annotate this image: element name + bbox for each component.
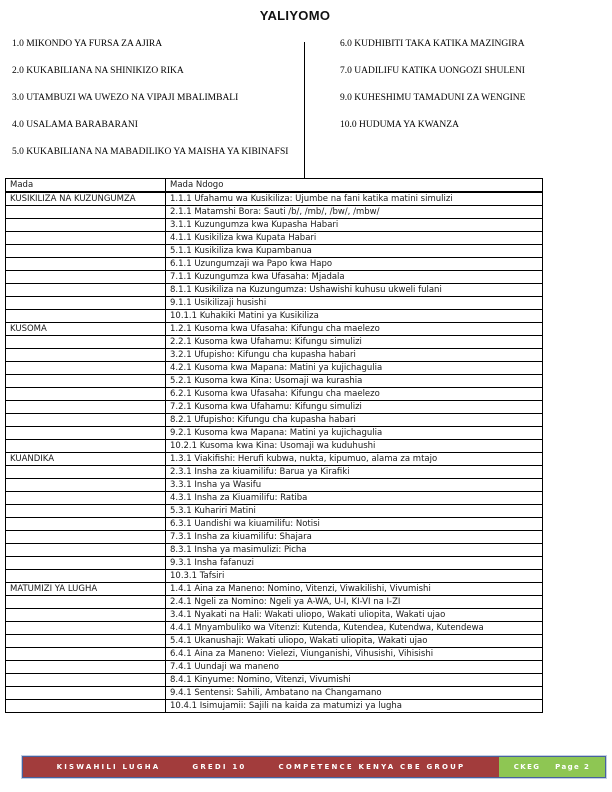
mada-cell xyxy=(6,349,166,362)
table-row xyxy=(6,401,543,414)
page-number-label: Page 2 xyxy=(555,763,591,771)
table-row xyxy=(6,635,543,648)
mada-ndogo-cell: 3.1.1 Kuzungumza kwa Kupasha Habari xyxy=(166,219,543,232)
mada-cell xyxy=(6,492,166,505)
mada-ndogo-cell: 8.4.1 Kinyume: Nomino, Vitenzi, Vivumishi xyxy=(166,674,543,687)
mada-ndogo-cell: 7.2.1 Kusoma kwa Ufahamu: Kifungu simulizi xyxy=(166,401,543,414)
mada-ndogo-cell: 2.4.1 Ngeli za Nomino: Ngeli ya A-WA, U-I, KI-VI na I-ZI xyxy=(166,596,543,609)
table-row xyxy=(6,258,543,271)
mada-ndogo-cell: 1.1.1 Ufahamu wa Kusikiliza: Ujumbe na fani katika matini simulizi xyxy=(166,192,543,206)
contents-list-item: 1.0 MIKONDO YA FURSA ZA AJIRA xyxy=(12,39,163,49)
mada-cell xyxy=(6,427,166,440)
mada-cell xyxy=(6,336,166,349)
mada-cell xyxy=(6,700,166,713)
mada-cell xyxy=(6,414,166,427)
mada-ndogo-cell: 8.3.1 Insha ya masimulizi: Picha xyxy=(166,544,543,557)
table-row xyxy=(6,531,543,544)
mada-cell xyxy=(6,674,166,687)
table-row xyxy=(6,414,543,427)
contents-list-left-column xyxy=(12,38,300,173)
mada-cell xyxy=(6,375,166,388)
table-row xyxy=(6,362,543,375)
table-row xyxy=(6,661,543,674)
table-row xyxy=(6,453,543,466)
column-divider-line xyxy=(304,42,305,178)
mada-cell xyxy=(6,570,166,583)
mada-cell xyxy=(6,466,166,479)
footer-bar xyxy=(23,757,499,777)
mada-ndogo-cell: 3.2.1 Ufupisho: Kifungu cha kupasha habari xyxy=(166,349,543,362)
mada-ndogo-cell: 5.4.1 Ukanushaji: Wakati uliopo, Wakati uliopita, Wakati ujao xyxy=(166,635,543,648)
table-header-row xyxy=(6,179,543,193)
table-row xyxy=(6,609,543,622)
mada-cell xyxy=(6,206,166,219)
contents-list xyxy=(0,38,612,178)
mada-cell xyxy=(6,479,166,492)
contents-list-item: 7.0 UADILIFU KATIKA UONGOZI SHULENI xyxy=(340,66,525,76)
mada-cell xyxy=(6,544,166,557)
contents-list-right-column xyxy=(340,38,602,146)
table-row xyxy=(6,284,543,297)
mada-cell xyxy=(6,609,166,622)
mada-ndogo-cell: 1.2.1 Kusoma kwa Ufasaha: Kifungu cha maelezo xyxy=(166,323,543,336)
contents-list-item: 3.0 UTAMBUZI WA UWEZO NA VIPAJI MBALIMBALI xyxy=(12,93,239,103)
mada-cell xyxy=(6,518,166,531)
mada-ndogo-cell: 10.2.1 Kusoma kwa Kina: Usomaji wa kuduhushi xyxy=(166,440,543,453)
mada-ndogo-cell: 7.3.1 Insha za kiuamilifu: Shajara xyxy=(166,531,543,544)
mada-ndogo-cell: 2.2.1 Kusoma kwa Ufahamu: Kifungu simulizi xyxy=(166,336,543,349)
mada-cell xyxy=(6,401,166,414)
table-row xyxy=(6,700,543,713)
table-row xyxy=(6,271,543,284)
table-row xyxy=(6,583,543,596)
table-row xyxy=(6,648,543,661)
table-row xyxy=(6,687,543,700)
footer-text-segment: GREDI 10 xyxy=(192,763,247,771)
table-row xyxy=(6,192,543,206)
table-row xyxy=(6,232,543,245)
table-row xyxy=(6,427,543,440)
table-row xyxy=(6,310,543,323)
mada-cell xyxy=(6,635,166,648)
table-row xyxy=(6,479,543,492)
table-row xyxy=(6,440,543,453)
mada-cell: KUSOMA xyxy=(6,323,166,336)
mada-cell: KUSIKILIZA NA KUZUNGUMZA xyxy=(6,192,166,206)
mada-ndogo-cell: 4.3.1 Insha za Kiuamilifu: Ratiba xyxy=(166,492,543,505)
mada-ndogo-cell: 4.1.1 Kusikiliza kwa Kupata Habari xyxy=(166,232,543,245)
mada-cell xyxy=(6,661,166,674)
table-row xyxy=(6,388,543,401)
mada-ndogo-cell: 9.3.1 Insha fafanuzi xyxy=(166,557,543,570)
mada-ndogo-cell: 8.2.1 Ufupisho: Kifungu cha kupasha habari xyxy=(166,414,543,427)
mada-ndogo-cell: 9.2.1 Kusoma kwa Mapana: Matini ya kujichagulia xyxy=(166,427,543,440)
mada-ndogo-cell: 5.3.1 Kuhariri Matini xyxy=(166,505,543,518)
contents-table xyxy=(5,178,543,713)
mada-cell xyxy=(6,232,166,245)
mada-cell xyxy=(6,440,166,453)
table-row xyxy=(6,245,543,258)
mada-cell xyxy=(6,245,166,258)
table-row xyxy=(6,570,543,583)
mada-ndogo-cell: 6.1.1 Uzungumzaji wa Papo kwa Hapo xyxy=(166,258,543,271)
table-row xyxy=(6,336,543,349)
mada-cell xyxy=(6,297,166,310)
contents-list-item: 5.0 KUKABILIANA NA MABADILIKO YA MAISHA YA KIBINAFSI xyxy=(12,147,289,157)
contents-table-body xyxy=(6,192,543,713)
mada-ndogo-cell: 7.4.1 Uundaji wa maneno xyxy=(166,661,543,674)
table-row xyxy=(6,622,543,635)
table-row xyxy=(6,297,543,310)
mada-ndogo-cell: 6.4.1 Aina za Maneno: Vielezi, Viunganishi, Vihusishi, Vihisishi xyxy=(166,648,543,661)
table-row xyxy=(6,466,543,479)
contents-list-item: 9.0 KUHESHIMU TAMADUNI ZA WENGINE xyxy=(340,93,526,103)
mada-cell xyxy=(6,557,166,570)
mada-ndogo-cell: 10.3.1 Tafsiri xyxy=(166,570,543,583)
mada-cell xyxy=(6,388,166,401)
contents-list-item: 4.0 USALAMA BARABARANI xyxy=(12,120,138,130)
mada-ndogo-cell: 2.1.1 Matamshi Bora: Sauti /b/, /mb/, /bw/, /mbw/ xyxy=(166,206,543,219)
mada-cell xyxy=(6,596,166,609)
table-row xyxy=(6,349,543,362)
table-row xyxy=(6,518,543,531)
table-row xyxy=(6,544,543,557)
mada-cell xyxy=(6,362,166,375)
mada-cell: KUANDIKA xyxy=(6,453,166,466)
mada-ndogo-cell: 6.2.1 Kusoma kwa Ufasaha: Kifungu cha maelezo xyxy=(166,388,543,401)
mada-cell xyxy=(6,531,166,544)
mada-ndogo-cell: 5.2.1 Kusoma kwa Kina: Usomaji wa kurashia xyxy=(166,375,543,388)
mada-ndogo-cell: 2.3.1 Insha za kiuamilifu: Barua ya Kirafiki xyxy=(166,466,543,479)
footer-text-segment: KISWAHILI LUGHA xyxy=(56,763,161,771)
table-row xyxy=(6,323,543,336)
page-title: YALIYOMO xyxy=(259,8,331,23)
footer-text-segment: COMPETENCE KENYA CBE GROUP xyxy=(278,763,466,771)
mada-ndogo-cell: 1.3.1 Viakifishi: Herufi kubwa, nukta, kipumuo, alama za mtajo xyxy=(166,453,543,466)
mada-cell xyxy=(6,622,166,635)
contents-table-wrap xyxy=(5,178,543,713)
contents-list-item: 10.0 HUDUMA YA KWANZA xyxy=(340,120,459,130)
mada-ndogo-column-header: Mada Ndogo xyxy=(166,179,543,193)
mada-ndogo-cell: 1.4.1 Aina za Maneno: Nomino, Vitenzi, Viwakilishi, Vivumishi xyxy=(166,583,543,596)
mada-ndogo-cell: 9.4.1 Sentensi: Sahili, Ambatano na Changamano xyxy=(166,687,543,700)
mada-ndogo-cell: 8.1.1 Kusikiliza na Kuzungumza: Ushawishi kuhusu ukweli fulani xyxy=(166,284,543,297)
table-row xyxy=(6,557,543,570)
contents-list-item: 6.0 KUDHIBITI TAKA KATIKA MAZINGIRA xyxy=(340,39,525,49)
mada-ndogo-cell: 4.2.1 Kusoma kwa Mapana: Matini ya kujichagulia xyxy=(166,362,543,375)
mada-ndogo-cell: 10.4.1 Isimujamii: Sajili na kaida za matumizi ya lugha xyxy=(166,700,543,713)
mada-cell xyxy=(6,258,166,271)
mada-cell xyxy=(6,310,166,323)
table-row xyxy=(6,375,543,388)
mada-ndogo-cell: 7.1.1 Kuzungumza kwa Ufasaha: Mjadala xyxy=(166,271,543,284)
mada-cell xyxy=(6,687,166,700)
table-row xyxy=(6,596,543,609)
table-row xyxy=(6,674,543,687)
mada-ndogo-cell: 9.1.1 Usikilizaji husishi xyxy=(166,297,543,310)
mada-ndogo-cell: 5.1.1 Kusikiliza kwa Kupambanua xyxy=(166,245,543,258)
table-row xyxy=(6,219,543,232)
contents-list-item: 2.0 KUKABILIANA NA SHINIKIZO RIKA xyxy=(12,66,184,76)
mada-cell xyxy=(6,219,166,232)
mada-cell xyxy=(6,284,166,297)
footer-banner xyxy=(22,756,606,778)
mada-cell xyxy=(6,505,166,518)
mada-column-header: Mada xyxy=(6,179,166,193)
mada-cell xyxy=(6,648,166,661)
mada-ndogo-cell: 3.4.1 Nyakati na Hali: Wakati uliopo, Wakati uliopita, Wakati ujao xyxy=(166,609,543,622)
footer-group-label: CKEG xyxy=(513,763,541,771)
table-row xyxy=(6,206,543,219)
table-row xyxy=(6,505,543,518)
mada-cell: MATUMIZI YA LUGHA xyxy=(6,583,166,596)
mada-ndogo-cell: 4.4.1 Mnyambuliko wa Vitenzi: Kutenda, Kutendea, Kutendwa, Kutendewa xyxy=(166,622,543,635)
mada-ndogo-cell: 3.3.1 Insha ya Wasifu xyxy=(166,479,543,492)
mada-cell xyxy=(6,271,166,284)
footer-page-badge xyxy=(499,757,605,777)
mada-ndogo-cell: 10.1.1 Kuhakiki Matini ya Kusikiliza xyxy=(166,310,543,323)
mada-ndogo-cell: 6.3.1 Uandishi wa kiuamilifu: Notisi xyxy=(166,518,543,531)
table-row xyxy=(6,492,543,505)
